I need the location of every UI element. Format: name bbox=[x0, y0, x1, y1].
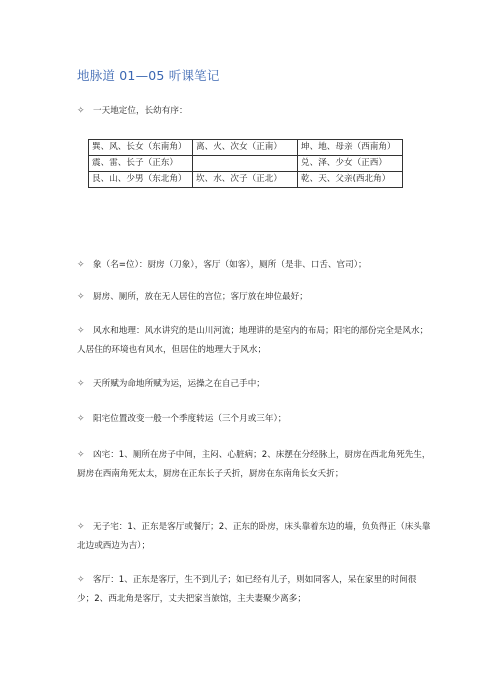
note-text: 厨房、厕所，放在无人居住的宫位；客厅放在坤位最好； bbox=[93, 292, 308, 302]
bullet-icon: ✧ bbox=[77, 414, 85, 424]
bullet-icon: ✧ bbox=[77, 575, 85, 585]
table-cell: 离、火、次女（正南） bbox=[193, 140, 298, 156]
table-cell: 震、雷、长子（正东） bbox=[89, 156, 193, 172]
bullet-icon: ✧ bbox=[77, 522, 85, 532]
bullet-icon: ✧ bbox=[77, 379, 85, 389]
note-text: 客厅：1、正东是客厅，生不到儿子；如已经有儿子，则如同客人，呆在家里的时间很少；2、西北角是客厅，丈夫把家当旅馆，主夫妻聚少离多； bbox=[77, 575, 417, 604]
table-row bbox=[89, 156, 403, 172]
table-cell: 乾、天、父亲(西北角） bbox=[298, 172, 403, 188]
note-item bbox=[77, 446, 432, 484]
bullet-icon: ✧ bbox=[77, 326, 85, 336]
page-title: 地脉道 01—05 听课笔记 bbox=[77, 68, 220, 83]
table-row bbox=[89, 140, 403, 156]
table-cell: 坎、水、次子（正北） bbox=[193, 172, 298, 188]
bullet-icon: ✧ bbox=[77, 450, 85, 460]
table-cell bbox=[193, 156, 298, 172]
note-text: 凶宅：1、厕所在房子中间，主闷、心脏病；2、床摆在分经脉上，厨房在西北角死先生，厨房在西南角死太太，厨房在正东长子夭折，厨房在东南角长女夭折； bbox=[77, 450, 431, 479]
note-item bbox=[77, 410, 432, 429]
note-item bbox=[77, 375, 432, 394]
trigram-table bbox=[88, 139, 403, 188]
table-cell: 艮、山、少男（东北角） bbox=[89, 172, 193, 188]
note-item bbox=[77, 256, 432, 275]
note-text: 象（名=位）：厨房（刀象），客厅（如客），厕所（是非、口舌、官司）； bbox=[93, 260, 367, 270]
table-cell: 坤、地、母亲（西南角） bbox=[298, 140, 403, 156]
intro-text: 一天地定位，长幼有序： bbox=[93, 106, 188, 116]
bullet-icon: ✧ bbox=[77, 106, 85, 116]
intro-line bbox=[77, 102, 432, 121]
note-text: 风水和地理：风水讲究的是山川河流；地理讲的是室内的布局；阳宅的部份完全是风水；人居住的环境也有风水，但居住的地理大于风水； bbox=[77, 326, 429, 355]
table-row bbox=[89, 172, 403, 188]
note-text: 无子宅：1、正东是客厅或餐厅；2、正东的卧房，床头靠着东边的墙，负负得正（床头靠北边或西边为吉）； bbox=[77, 522, 431, 551]
bullet-icon: ✧ bbox=[77, 260, 85, 270]
note-text: 阳宅位置改变一般一个季度转运（三个月或三年）； bbox=[93, 414, 287, 424]
table-cell: 兑、泽、少女（正西） bbox=[298, 156, 403, 172]
note-text: 天所赋为命地所赋为运，运操之在自己手中； bbox=[93, 379, 265, 389]
table-cell: 巽、风、长女（东南角） bbox=[89, 140, 193, 156]
note-item bbox=[77, 288, 432, 307]
bullet-icon: ✧ bbox=[77, 292, 85, 302]
note-item bbox=[77, 571, 432, 609]
note-item bbox=[77, 322, 432, 360]
note-item bbox=[77, 518, 432, 556]
